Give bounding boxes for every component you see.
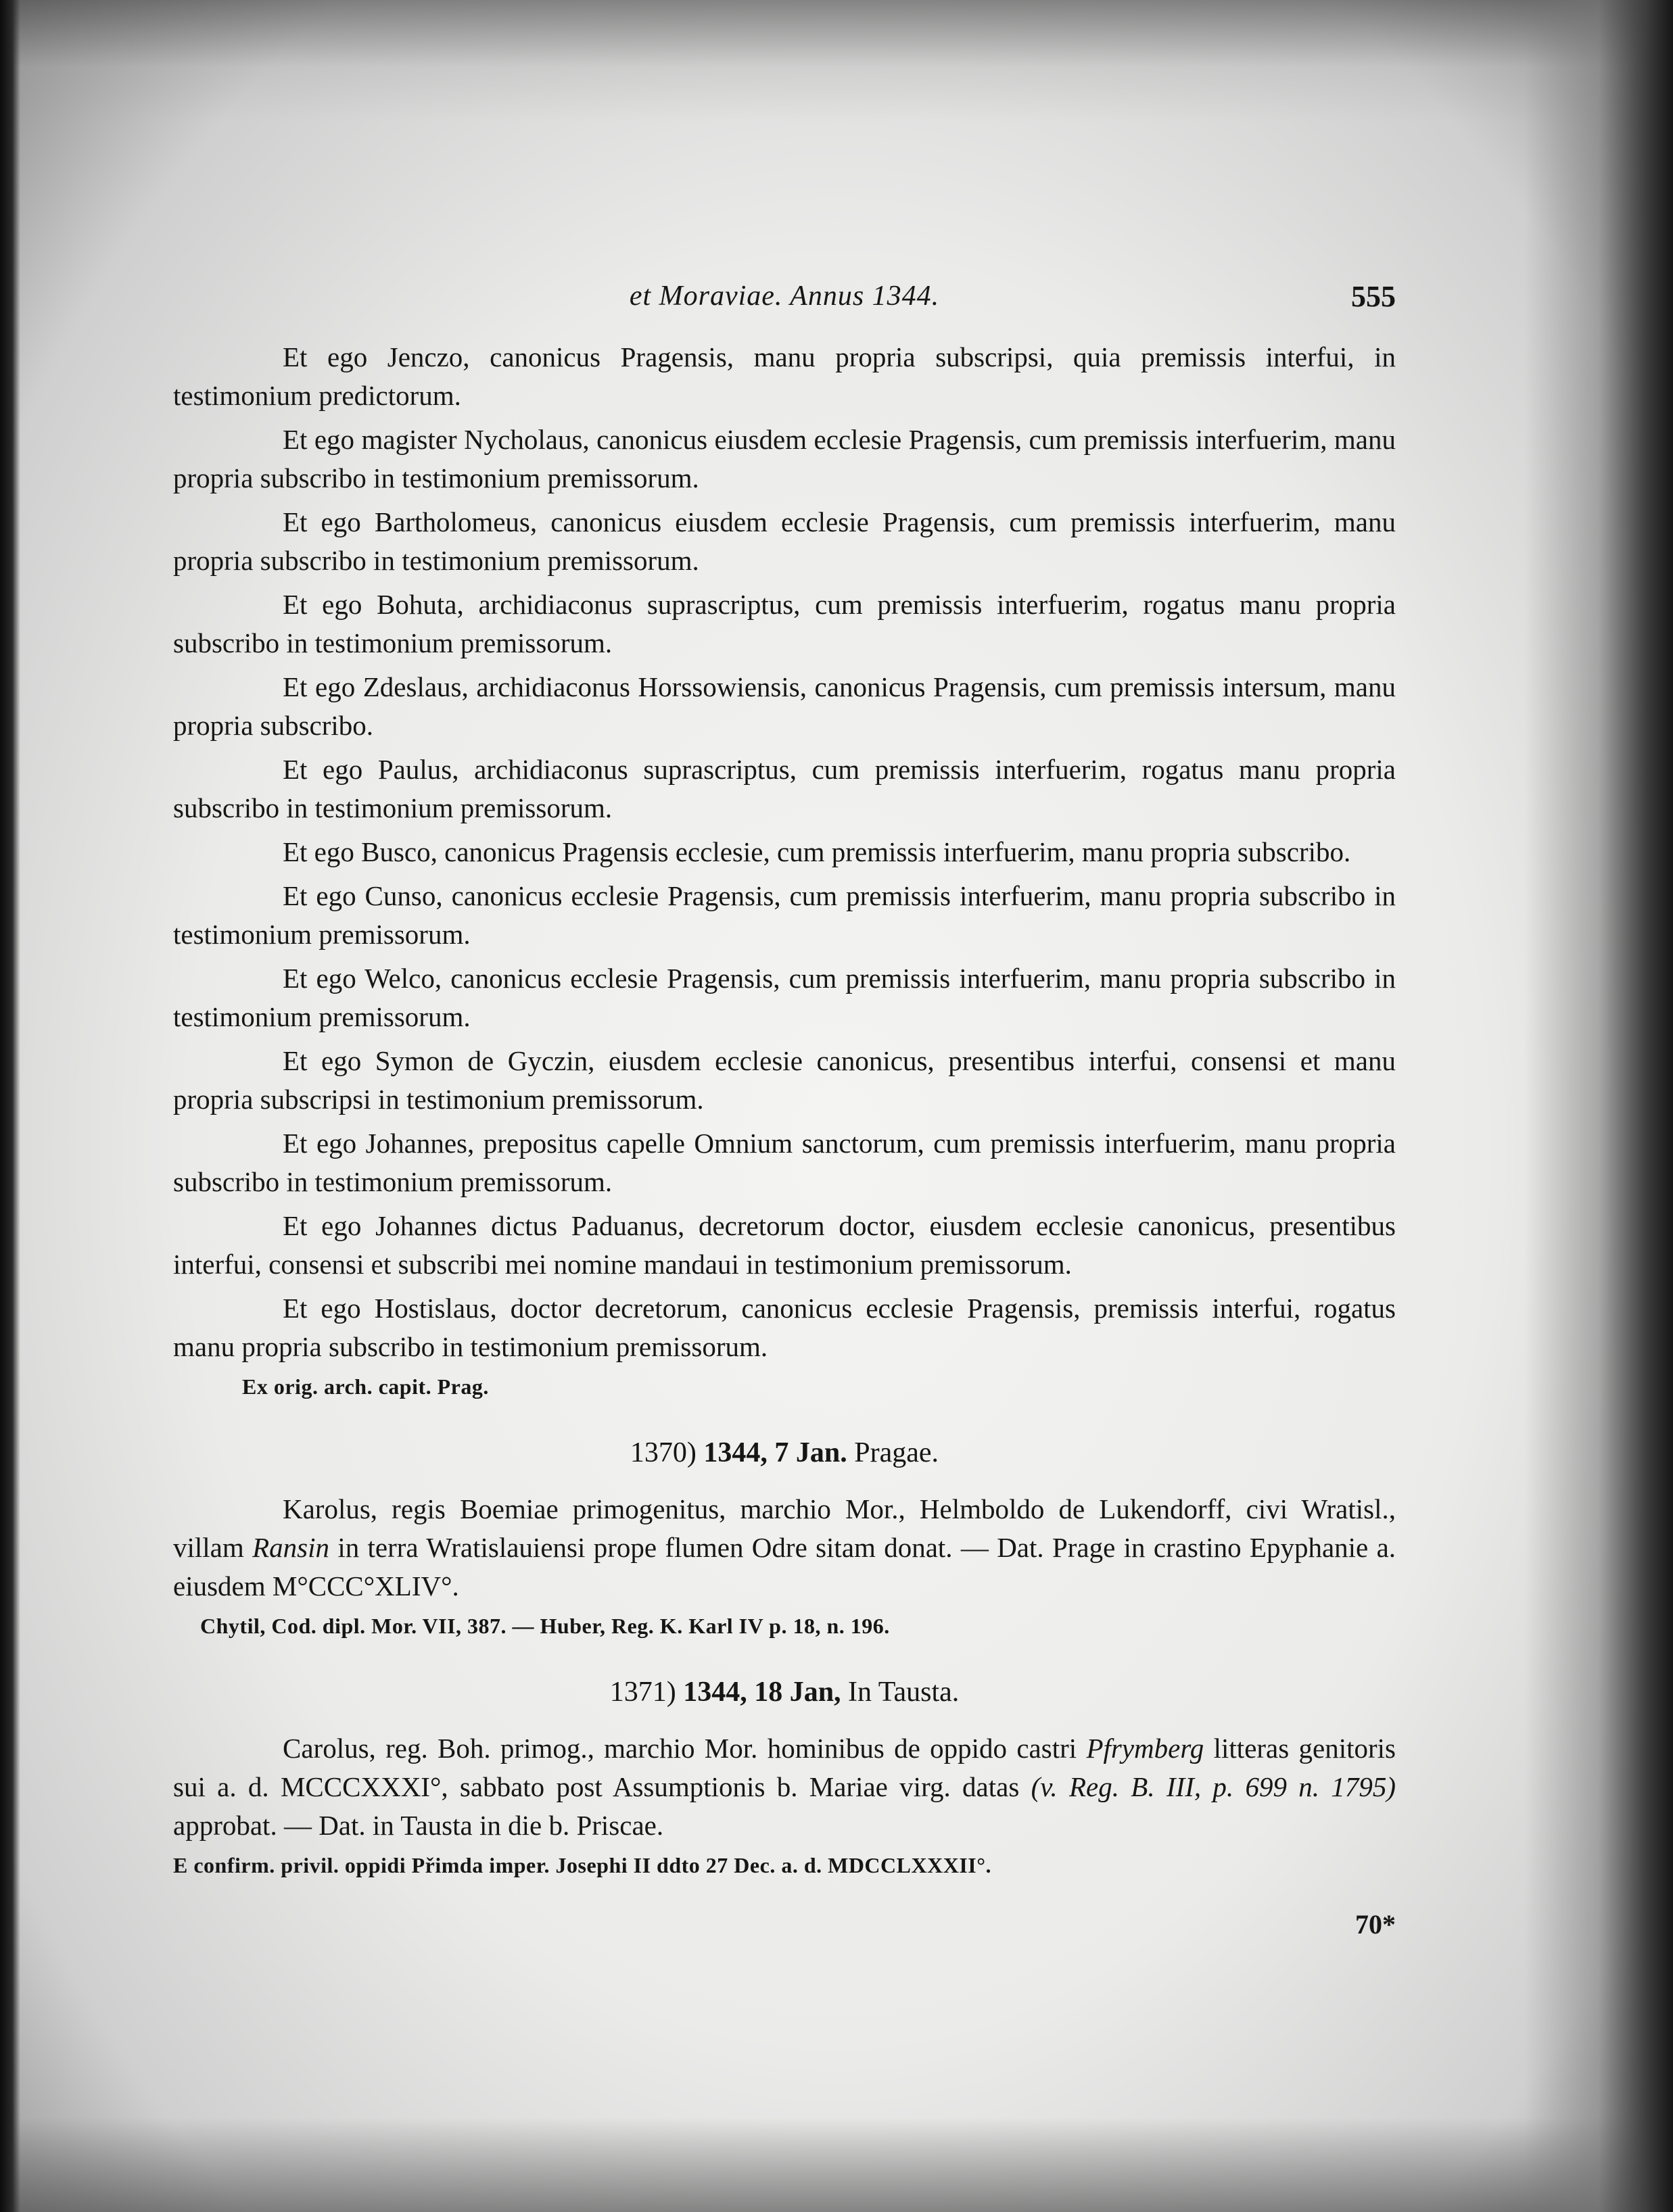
- running-head: [173, 277, 1396, 316]
- scan-shadow-right: [1524, 0, 1673, 2212]
- source-citation: Ex orig. arch. capit. Prag.: [242, 1374, 489, 1399]
- entry-number: 1371): [609, 1677, 676, 1708]
- entry-text-part: litteras genitoris sui a. d. MCCCXXXI°, sabbato post Assumptionis b. Mariae virg. datas: [173, 1733, 1396, 1802]
- subscription-paragraph: Et ego Johannes, prepositus capelle Omnium sanctorum, cum premissis interfuerim, manu propria subscribo in testimonium premissorum.: [173, 1128, 1396, 1197]
- entry-1370-text: [173, 1490, 1396, 1606]
- page-number: 555: [1351, 280, 1396, 313]
- subscription-paragraph: Et ego Hostislaus, doctor decretorum, canonicus ecclesie Pragensis, premissis interfui, rogatus manu propria subscribo in testimonium premissorum.: [173, 1293, 1396, 1362]
- entry-1371-text: [173, 1729, 1396, 1845]
- subscription-paragraph: Et ego Bohuta, archidiaconus suprascriptus, cum premissis interfuerim, rogatus manu propria subscribo in testimonium premissorum.: [173, 589, 1396, 658]
- register-reference: (v. Reg. B. III, p. 699 n. 1795): [1031, 1771, 1396, 1802]
- subscription-paragraph: Et ego Zdeslaus, archidiaconus Horssowiensis, canonicus Pragensis, cum premissis intersum, manu propria subscribo.: [173, 671, 1396, 741]
- entry-text-part: Karolus, regis Boemiae primogenitus, marchio Mor., Helmboldo de Lukendorff, civi Wratisl., villam: [173, 1493, 1396, 1563]
- entry-place: Pragae.: [854, 1437, 939, 1468]
- entry-text-part: in terra Wratislauiensi prope flumen Odre sitam donat. — Dat. Prage in crastino Epyphanie a. eiusdem M°CCC°XLIV°.: [173, 1532, 1396, 1602]
- entry-number: 1370): [630, 1437, 697, 1468]
- entry-date: 1344, 18 Jan,: [683, 1677, 841, 1708]
- running-head-prefix: et Moraviae. Annus: [629, 281, 865, 312]
- subscription-paragraph: Et ego Cunso, canonicus ecclesie Pragensis, cum premissis interfuerim, manu propria subscribo in testimonium premissorum.: [173, 880, 1396, 950]
- entry-text-part: approbat. — Dat. in Tausta in die b. Priscae.: [173, 1810, 664, 1841]
- place-name: Pfrymberg: [1086, 1733, 1204, 1764]
- scan-border-left: [0, 0, 20, 2212]
- entry-1370-heading: [173, 1434, 1396, 1472]
- subscription-paragraph: Et ego Welco, canonicus ecclesie Pragensis, cum premissis interfuerim, manu propria subscribo in testimonium premissorum.: [173, 963, 1396, 1032]
- scan-shadow-bottom: [0, 2117, 1673, 2212]
- running-head-year: 1344.: [872, 281, 940, 312]
- subscription-paragraph: Et ego Johannes dictus Paduanus, decretorum doctor, eiusdem ecclesie canonicus, presentibus interfui, consensi et subscribi mei nomine mandaui in testimonium premissorum.: [173, 1210, 1396, 1280]
- subscription-paragraph: Et ego magister Nycholaus, canonicus eiusdem ecclesie Pragensis, cum premissis interfuerim, manu propria subscribo in testimonium premissorum.: [173, 424, 1396, 494]
- subscription-paragraph: Et ego Bartholomeus, canonicus eiusdem ecclesie Pragensis, cum premissis interfuerim, manu propria subscribo in testimonium premissorum.: [173, 506, 1396, 576]
- entry-1370-source: Chytil, Cod. dipl. Mor. VII, 387. — Huber, Reg. K. Karl IV p. 18, n. 196.: [200, 1614, 890, 1638]
- entry-date: 1344, 7 Jan.: [703, 1437, 847, 1468]
- entry-1371-source: E confirm. privil. oppidi Přimda imper. Josephi II ddto 27 Dec. a. d. MDCCLXXXII°.: [173, 1853, 992, 1877]
- subscription-paragraph: Et ego Paulus, archidiaconus suprascriptus, cum premissis interfuerim, rogatus manu propria subscribo in testimonium premissorum.: [173, 754, 1396, 823]
- subscription-paragraph: Et ego Jenczo, canonicus Pragensis, manu propria subscripsi, quia premissis interfui, in testimonium predictorum.: [173, 341, 1396, 411]
- scan-shadow-top: [0, 0, 1673, 122]
- place-name: Ransin: [252, 1532, 329, 1563]
- entry-place: In Tausta.: [848, 1677, 960, 1708]
- signature-mark: 70*: [1355, 1909, 1396, 1940]
- subscription-paragraph: Et ego Busco, canonicus Pragensis ecclesie, cum premissis interfuerim, manu propria subscribo.: [283, 836, 1351, 867]
- page-header: [173, 277, 1396, 338]
- entry-1371-heading: [173, 1673, 1396, 1712]
- subscription-paragraph: Et ego Symon de Gyczin, eiusdem ecclesie canonicus, presentibus interfui, consensi et manu propria subscripsi in testimonium premissorum.: [173, 1045, 1396, 1115]
- page-text-block: [173, 277, 1396, 1940]
- entry-text-part: Carolus, reg. Boh. primog., marchio Mor. hominibus de oppido castri: [283, 1733, 1077, 1764]
